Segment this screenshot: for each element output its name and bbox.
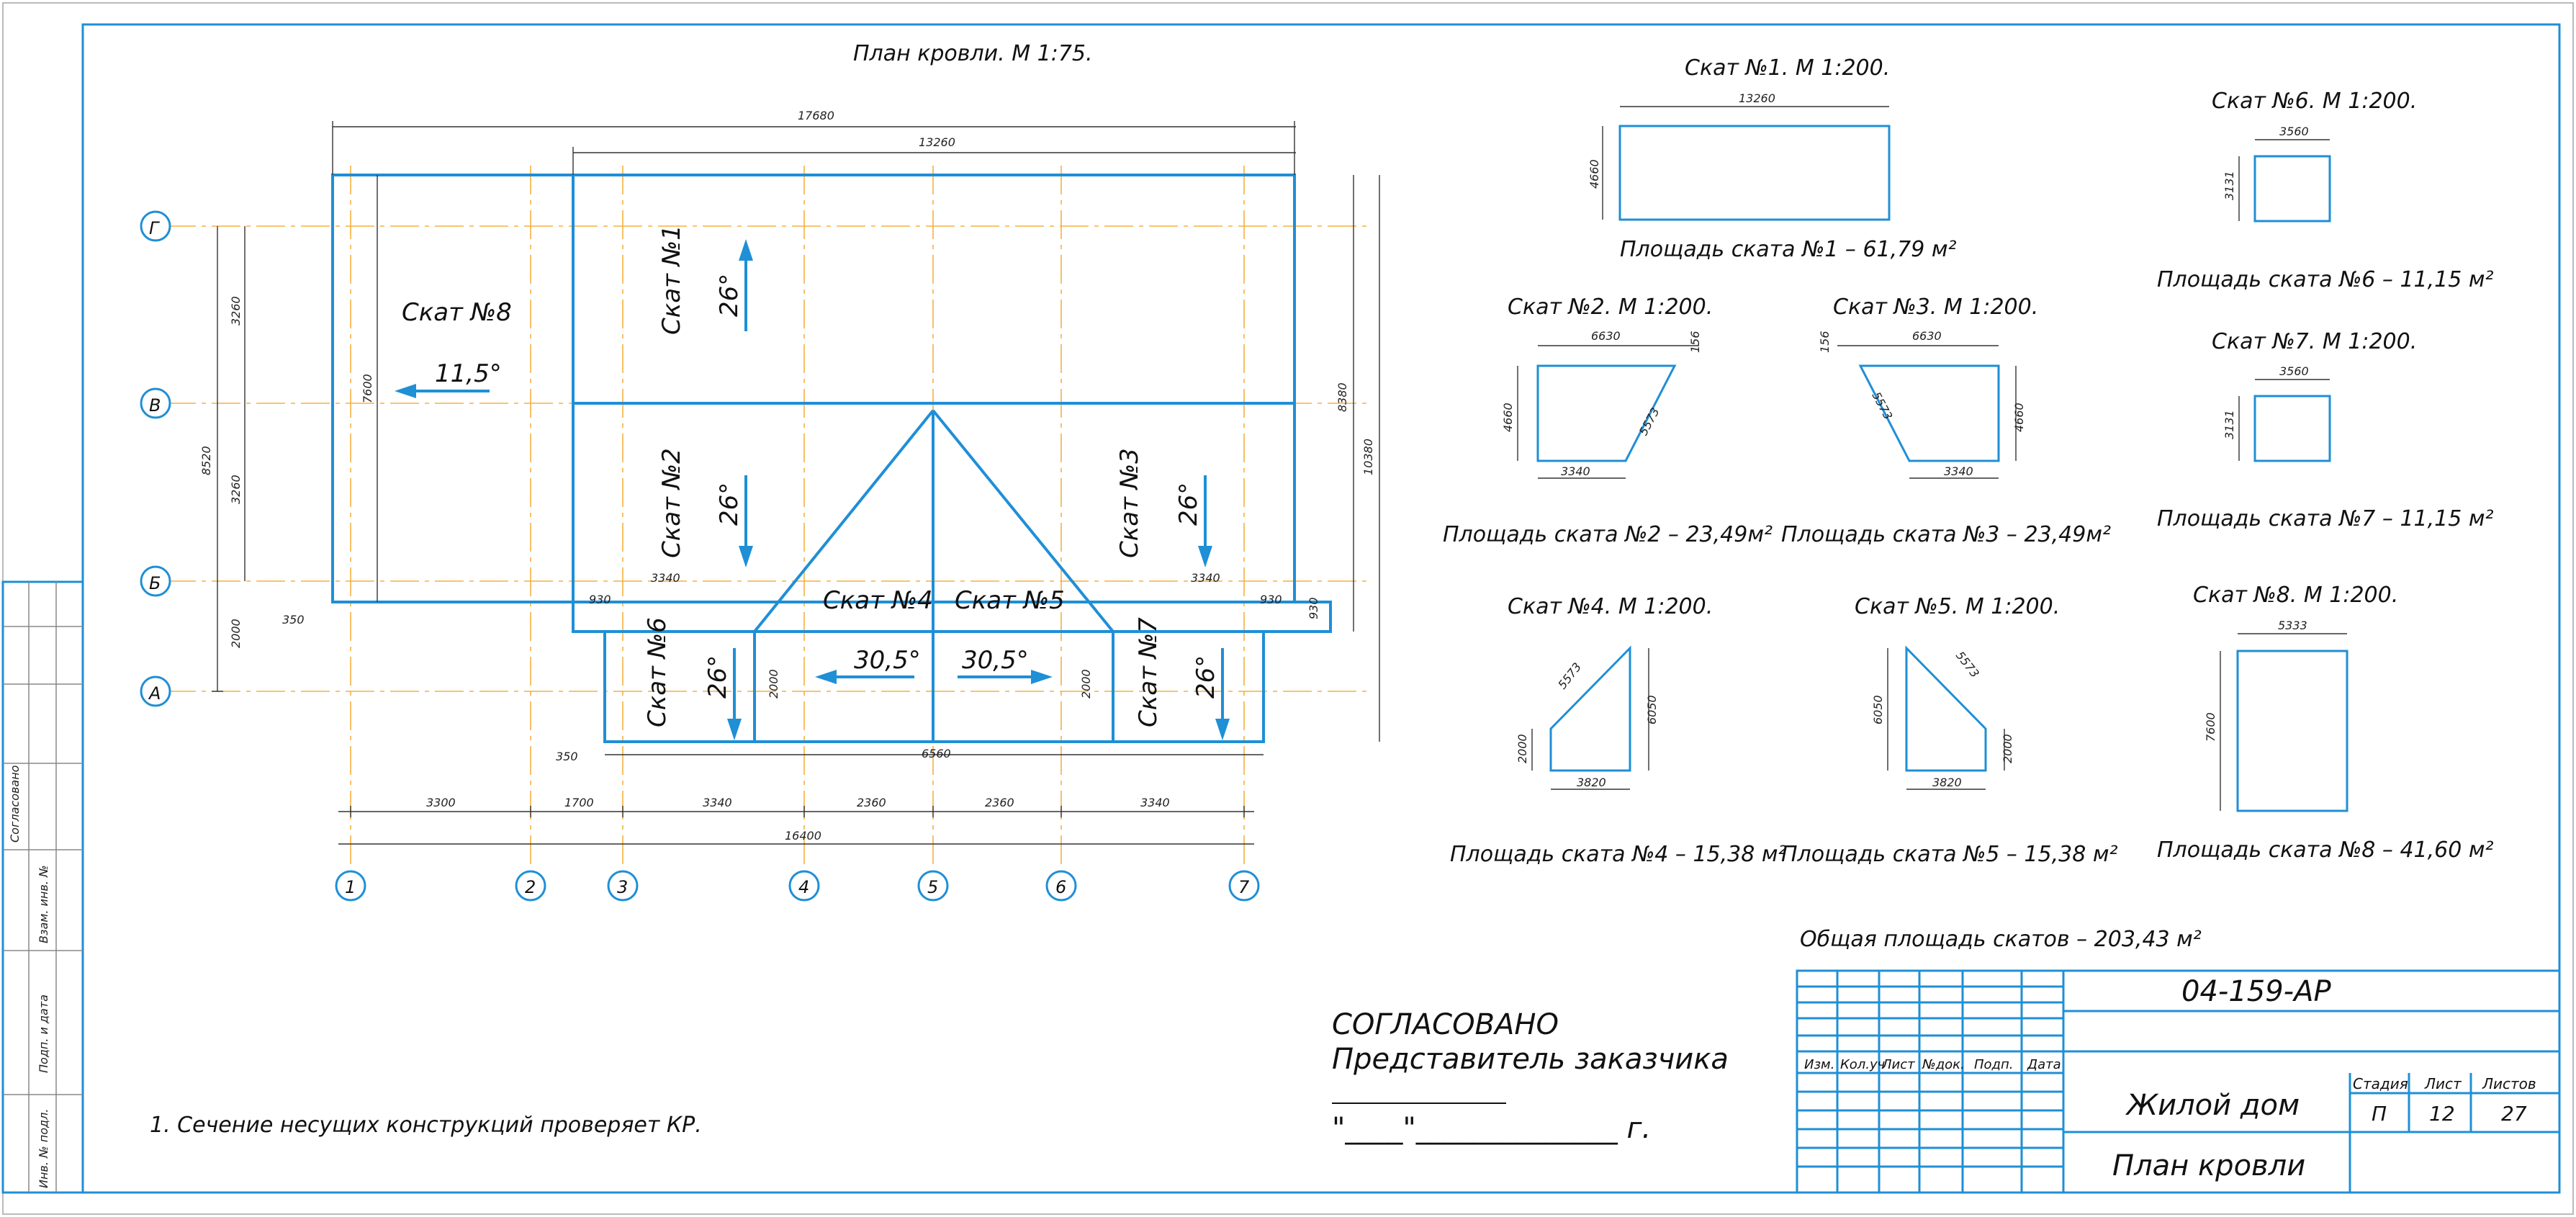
angle-label-s7: 26° xyxy=(1192,655,1220,699)
angle-label-s2: 26° xyxy=(715,482,744,526)
detail-2-dim-156: 156 xyxy=(1688,331,1702,353)
dim-right-a: 8380 xyxy=(1336,382,1349,412)
detail-2-dim-h: 4660 xyxy=(1501,403,1515,432)
detail-slope-2 xyxy=(1443,295,1773,547)
detail-8-dim-w: 5333 xyxy=(2278,619,2307,632)
detail-slope-5 xyxy=(1781,594,2118,867)
detail-7-dim-h: 3131 xyxy=(2223,410,2236,439)
axis-label-4: 4 xyxy=(798,877,810,897)
detail-1-dim-h: 4660 xyxy=(1588,159,1601,189)
sheet-label: Лист xyxy=(2425,1075,2462,1092)
dim-left-total: 8520 xyxy=(199,446,213,475)
dim-bottom-total: 16400 xyxy=(785,829,821,843)
plan-slope-1: Скат №1 xyxy=(657,225,686,335)
angle-label-s1: 26° xyxy=(715,273,744,317)
detail-slope-6 xyxy=(2157,89,2494,292)
plan-slope-7: Скат №7 xyxy=(1134,617,1163,727)
side-stamp-inv: Инв. № подл. xyxy=(37,1108,50,1188)
plan-slope-6: Скат №6 xyxy=(643,617,672,727)
detail-5-dim-diag: 5573 xyxy=(1953,648,1982,681)
axis-bubbles-numbers xyxy=(336,871,1258,900)
detail-6-area: Площадь ската №6 – 11,15 м² xyxy=(2157,267,2494,292)
plan-slope-2: Скат №2 xyxy=(657,448,686,558)
dim-7600: 7600 xyxy=(361,374,374,403)
outer-frame xyxy=(3,3,2573,1214)
dim-bottom-1: 3300 xyxy=(426,796,456,809)
detail-5-dim-bottom: 3820 xyxy=(1932,776,1962,789)
detail-7-area: Площадь ската №7 – 11,15 м² xyxy=(2157,506,2494,531)
detail-1-title: Скат №1. М 1:200. xyxy=(1685,55,1891,81)
dim-350-a: 350 xyxy=(282,613,305,627)
dim-2000-right: 2000 xyxy=(1079,669,1093,699)
detail-slope-1 xyxy=(1588,55,1957,262)
axis-label-B: Б xyxy=(149,573,161,593)
dim-3340-left: 3340 xyxy=(651,571,680,585)
header-izm: Изм. xyxy=(1804,1057,1835,1072)
sheets-label: Листов xyxy=(2482,1075,2536,1092)
dim-top-total: 17680 xyxy=(798,109,834,122)
plan-slope-4: Скат №4 xyxy=(823,586,933,615)
angle-label-s3: 26° xyxy=(1174,482,1203,526)
stage-value: П xyxy=(2372,1102,2387,1126)
detail-8-dim-h: 7600 xyxy=(2204,712,2217,742)
detail-8-area: Площадь ската №8 – 41,60 м² xyxy=(2157,837,2494,863)
detail-slope-8 xyxy=(2157,583,2494,863)
detail-3-dim-bottom: 3340 xyxy=(1944,464,1973,478)
dim-350-b: 350 xyxy=(556,750,578,763)
axis-label-V: В xyxy=(149,395,161,416)
detail-4-dim-bottom: 3820 xyxy=(1577,776,1606,789)
detail-6-dim-w: 3560 xyxy=(2279,125,2309,138)
inner-frame xyxy=(83,24,2559,1193)
plan-slope-8: Скат №8 xyxy=(402,298,512,327)
detail-5-title: Скат №5. М 1:200. xyxy=(1855,594,2061,619)
detail-7-title: Скат №7. М 1:200. xyxy=(2212,329,2418,354)
detail-7-dim-w: 3560 xyxy=(2279,364,2309,378)
title-block xyxy=(1797,971,2559,1193)
approval-block xyxy=(1332,1008,1729,1145)
dim-top-inner: 13260 xyxy=(919,135,955,149)
dim-left-1: 3260 xyxy=(229,296,243,325)
detail-3-dim-top: 6630 xyxy=(1912,329,1942,343)
axis-label-A: А xyxy=(149,683,161,704)
approval-line-1: СОГЛАСОВАНО xyxy=(1332,1008,1559,1041)
slope-arrows xyxy=(395,239,1230,740)
dim-3340-right: 3340 xyxy=(1191,571,1220,585)
axis-label-5: 5 xyxy=(927,877,939,897)
plan-title: План кровли. М 1:75. xyxy=(853,41,1093,66)
axis-label-G: Г xyxy=(149,218,159,238)
detail-3-dim-h: 4660 xyxy=(2012,403,2026,432)
detail-2-title: Скат №2. М 1:200. xyxy=(1508,295,1713,320)
detail-4-dim-h: 6050 xyxy=(1645,695,1659,724)
detail-5-dim-right: 2000 xyxy=(2001,734,2014,763)
header-date: Дата xyxy=(2027,1057,2061,1072)
header-sign: Подп. xyxy=(1974,1057,2014,1072)
detail-3-dim-156: 156 xyxy=(1818,331,1832,353)
detail-2-dim-diag: 5573 xyxy=(1636,405,1662,438)
angle-label-s4: 30,5° xyxy=(854,646,921,675)
dim-930-side: 930 xyxy=(1307,597,1320,619)
detail-6-title: Скат №6. М 1:200. xyxy=(2212,89,2418,114)
roof-outline xyxy=(333,175,1330,742)
dim-bottom-2: 1700 xyxy=(564,796,594,809)
detail-4-dim-left: 2000 xyxy=(1516,734,1529,763)
approval-date-line: "____"______________ г. xyxy=(1332,1112,1652,1145)
detail-4-title: Скат №4. М 1:200. xyxy=(1508,594,1713,619)
stage-label: Стадия xyxy=(2353,1075,2408,1092)
plan-slope-3: Скат №3 xyxy=(1115,448,1144,558)
detail-slope-4 xyxy=(1450,594,1787,867)
plan-dimensions xyxy=(199,109,1379,844)
dim-right-b: 10380 xyxy=(1361,439,1375,475)
detail-3-title: Скат №3. М 1:200. xyxy=(1833,295,2039,320)
sheet-value: 12 xyxy=(2429,1102,2455,1126)
general-note: 1. Сечение несущих конструкций проверяет КР. xyxy=(150,1113,702,1138)
angle-label-s5: 30,5° xyxy=(962,646,1029,675)
detail-1-area: Площадь ската №1 – 61,79 м² xyxy=(1620,237,1957,262)
side-stamp-agreed: Согласовано xyxy=(8,765,22,843)
plan-slope-5: Скат №5 xyxy=(955,586,1065,615)
detail-4-area: Площадь ската №4 – 15,38 м² xyxy=(1450,842,1787,867)
detail-3-area: Площадь ската №3 – 23,49м² xyxy=(1781,522,2111,547)
detail-6-dim-h: 3131 xyxy=(2223,171,2236,200)
header-kol: Кол.уч xyxy=(1840,1057,1886,1072)
detail-5-dim-h: 6050 xyxy=(1871,695,1885,724)
axis-label-2: 2 xyxy=(525,877,536,897)
header-list: Лист xyxy=(1882,1057,1915,1072)
dim-bottom-3: 3340 xyxy=(703,796,732,809)
dim-bottom-5: 2360 xyxy=(985,796,1014,809)
axis-label-1: 1 xyxy=(345,877,356,897)
sheets-value: 27 xyxy=(2501,1102,2527,1126)
total-area: Общая площадь скатов – 203,43 м² xyxy=(1800,927,2202,952)
dim-930-right: 930 xyxy=(1260,593,1282,606)
detail-2-dim-top: 6630 xyxy=(1591,329,1621,343)
side-stamp-replace: Взам. инв. № xyxy=(37,865,50,943)
title-block-code: 04-159-АР xyxy=(2181,975,2331,1008)
dim-bottom-4: 2360 xyxy=(857,796,886,809)
detail-4-dim-diag: 5573 xyxy=(1555,660,1585,692)
detail-3-dim-diag: 5573 xyxy=(1869,389,1896,422)
angle-label-s6: 26° xyxy=(703,655,732,699)
dim-2000-left: 2000 xyxy=(767,669,780,699)
object-name: Жилой дом xyxy=(2127,1089,2300,1122)
header-doc: №док. xyxy=(1922,1057,1965,1072)
side-stamp xyxy=(3,582,83,1193)
side-stamp-sign: Подп. и дата xyxy=(37,994,50,1073)
dim-930-left: 930 xyxy=(589,593,611,606)
angle-label-s8: 11,5° xyxy=(435,359,502,388)
approval-line-2: Представитель заказчика xyxy=(1332,1043,1729,1076)
dim-left-3: 2000 xyxy=(229,619,243,648)
detail-8-title: Скат №8. М 1:200. xyxy=(2193,583,2399,608)
dim-left-2: 3260 xyxy=(229,475,243,504)
detail-5-area: Площадь ската №5 – 15,38 м² xyxy=(1781,842,2118,867)
detail-slope-7 xyxy=(2157,329,2494,531)
detail-2-area: Площадь ската №2 – 23,49м² xyxy=(1443,522,1773,547)
axis-label-7: 7 xyxy=(1238,877,1250,897)
sheet-name: План кровли xyxy=(2112,1149,2306,1182)
axis-bubbles-letters xyxy=(141,212,170,706)
detail-2-dim-bottom: 3340 xyxy=(1561,464,1590,478)
dim-bottom-6: 3340 xyxy=(1140,796,1170,809)
axis-label-6: 6 xyxy=(1055,877,1067,897)
detail-1-dim-w: 13260 xyxy=(1739,91,1775,105)
dim-6560: 6560 xyxy=(922,747,951,760)
axis-label-3: 3 xyxy=(617,877,629,897)
detail-slope-3 xyxy=(1781,295,2111,547)
